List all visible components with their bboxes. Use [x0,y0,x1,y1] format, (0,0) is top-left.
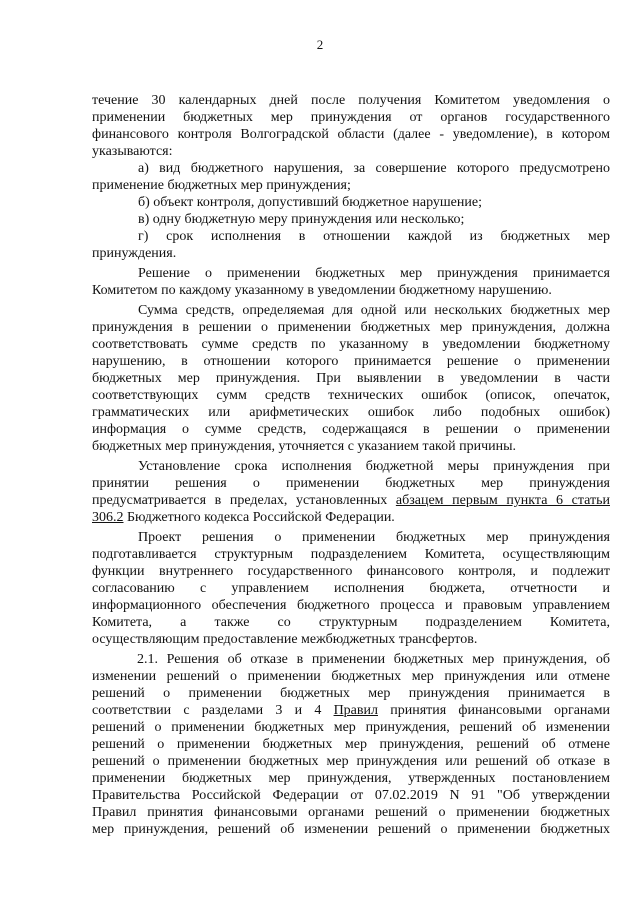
text-line: соответствии с разделами 3 и 4 Правил принятия финансовыми органами [92,703,610,718]
text-line: осуществляющим предоставление межбюджетных трансфертов. [92,632,478,647]
text-line: подготавливается структурным подразделением Комитета, осуществляющим [92,547,610,562]
text-line: применение бюджетных мер принуждения; [92,178,351,193]
text-line: Проект решения о применении бюджетных мер принуждения [138,530,610,545]
law-reference-link[interactable]: абзацем первым пункта 6 статьи [395,493,610,508]
text-line: финансового контроля Волгоградской области (далее - уведомление), в котором [92,127,610,142]
text-line: мер принуждения, решений об изменении решений о применении бюджетных [92,822,610,837]
text-line: Комитетом по каждому указанному в уведомлении бюджетному нарушению. [92,283,552,298]
text-line: Комитета, а также со структурным подразделением Комитета, [92,615,610,630]
text-line: решений о применении бюджетных мер принуждения или решений об отказе в [92,754,610,769]
text-line: Решение о применении бюджетных мер принуждения принимается [138,266,610,281]
text-line: принятии решения о применении бюджетных мер принуждения [92,476,610,491]
text-line: принуждения в решении о применении бюджетных мер принуждения, должна [92,320,610,335]
page-number: 2 [316,37,324,52]
text-line: 2.1. Решения об отказе в применении бюджетных мер принуждения, об [137,652,610,667]
text-line: бюджетных мер принуждения, уточняется с указанием такой причины. [92,439,517,454]
text-line: Установление срока исполнения бюджетной меры принуждения при [138,459,610,474]
text-line: нарушению, в отношении которого принимается решение о применении [92,354,610,369]
text-line: б) объект контроля, допустивший бюджетное нарушение; [138,195,482,210]
text-line: Правительства Российской Федерации от 07.02.2019 N 91 "Об утверждении [92,788,610,803]
text-line: течение 30 календарных дней после получения Комитетом уведомления о [92,93,610,108]
text-line: принуждения. [92,246,177,261]
text-line: 306.2 Бюджетного кодекса Российской Федерации. [92,510,395,525]
law-reference-link[interactable]: 306.2 [92,510,124,525]
text-line: Сумма средств, определяемая для одной или нескольких бюджетных мер [138,303,610,318]
text-line: Правил принятия финансовыми органами решений о применении бюджетных [92,805,610,820]
text-line: соответствовать сумме средств по указанному в уведомлении бюджетному [92,337,610,352]
text-line: решений о применении бюджетных мер принуждения принимается в [92,686,610,701]
text-line: г) срок исполнения в отношении каждой из бюджетных мер [138,229,610,244]
text-line: а) вид бюджетного нарушения, за совершение которого предусмотрено [138,161,610,176]
document-body [92,92,610,838]
text-line: в) одну бюджетную меру принуждения или несколько; [138,212,465,227]
text-line: бюджетных мер принуждения. При выявлении в уведомлении в части [92,371,610,386]
rules-reference-link[interactable]: Правил [333,703,378,718]
text-line: применении бюджетных мер принуждения, утвержденных постановлением [92,771,610,786]
text-line: применении бюджетных мер принуждения от органов государственного [92,110,610,125]
text-line: согласованию с управлением исполнения бюджета, отчетности и [92,581,610,596]
text-line: предусматривается в пределах, установленных абзацем первым пункта 6 статьи [92,493,610,508]
text-line: функции внутреннего государственного финансового контроля, и подлежит [92,564,610,579]
text-line: грамматических или арифметических ошибок либо подобных ошибок) [92,405,610,420]
text-line: изменении решений о применении бюджетных мер принуждения или отмене [92,669,610,684]
text-line: информационного обеспечения бюджетного процесса и правовым управлением [92,598,610,613]
text-line: соответствующих сумм средств технических ошибок (описок, опечаток, [92,388,610,403]
text-line: решений о применении бюджетных мер принуждения, решений об изменении [92,720,610,735]
text-line: информация о сумме средств, содержащаяся в решении о применении [92,422,610,437]
text-line: указываются: [92,144,173,159]
text-line: решений о применении бюджетных мер принуждения, решений об отмене [92,737,610,752]
